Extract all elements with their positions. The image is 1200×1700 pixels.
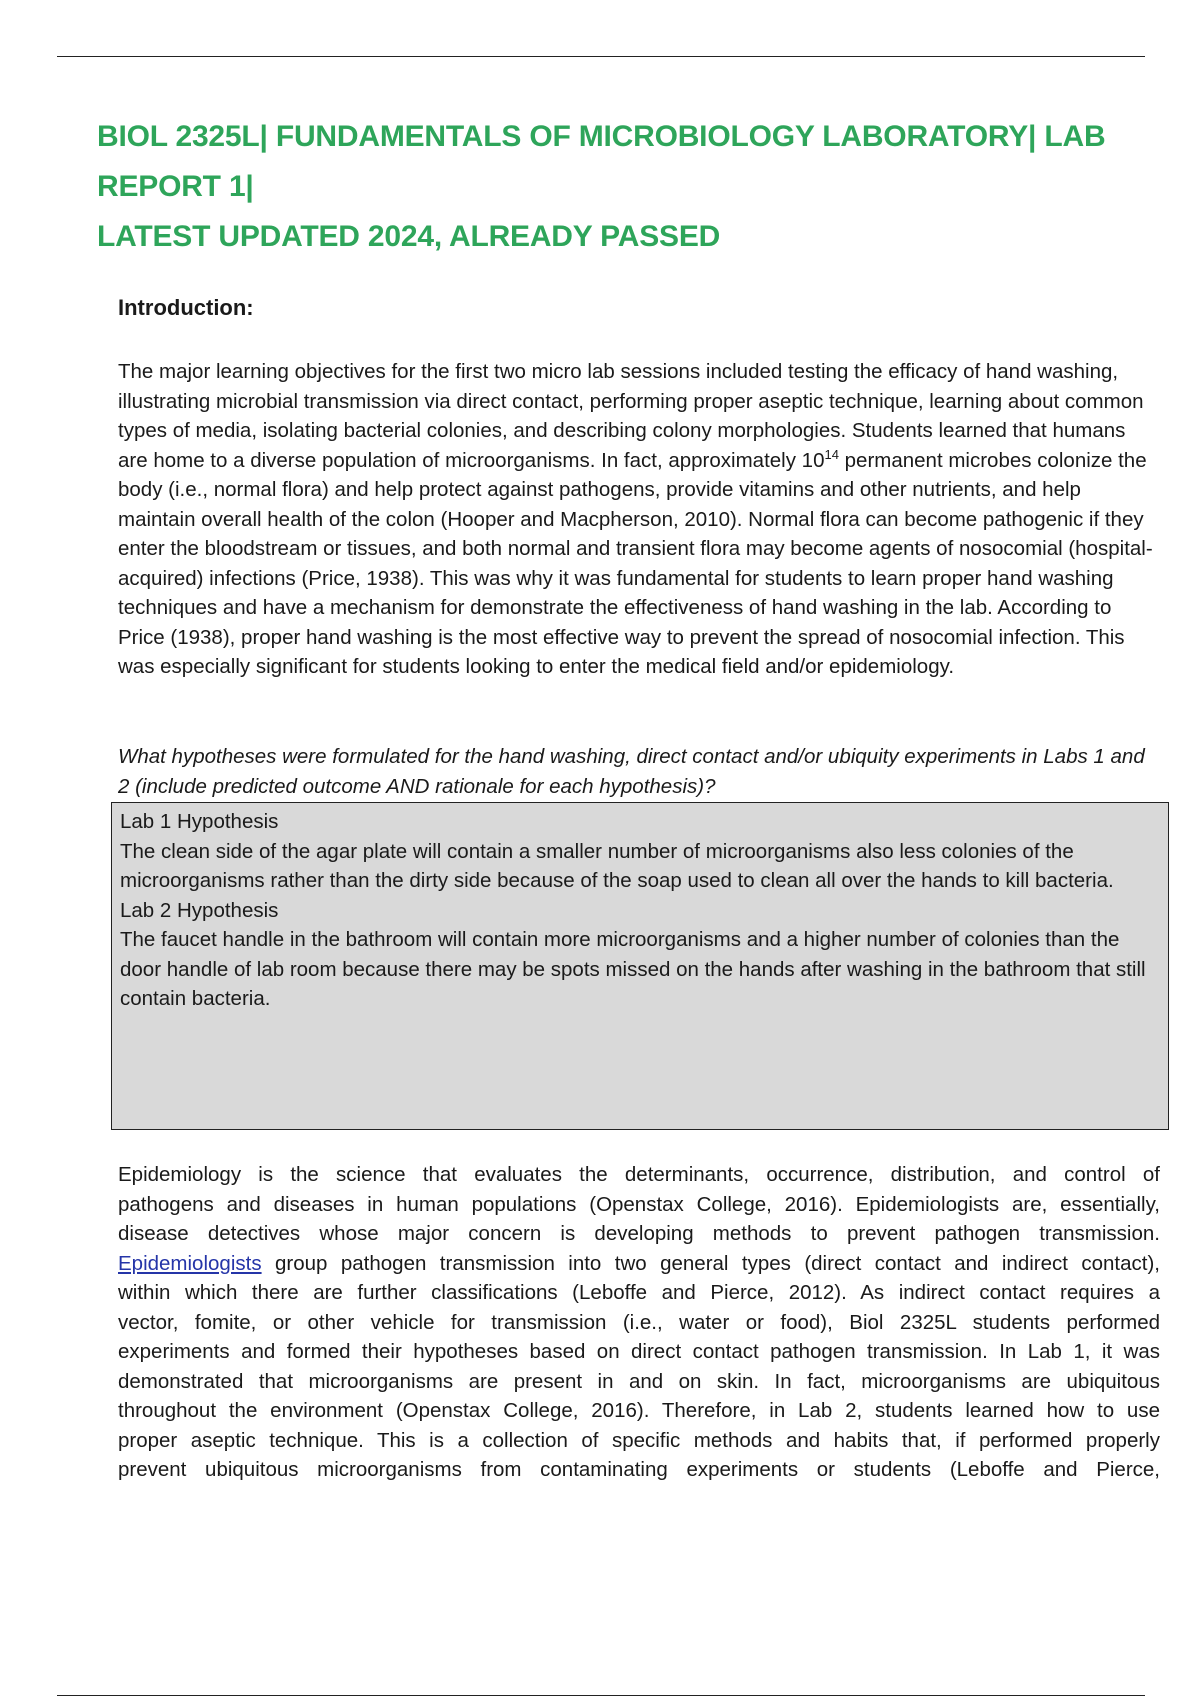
intro-text-part-2: permanent microbes colonize the body (i.e., normal flora) and help protect against pathogens, provide vitamins and other nutrients, and help maintain overall health of the colon (Hooper and Macpherson, 2010). Normal flora can become pathogenic if they enter the bloodstream or tissues, and both normal and transient flora may become agents of nosocomial (hospital-acquired) infections (Price, 1938). This was why it was fundamental for students to learn proper hand washing techniques and have a mechanism for demonstrate the effectiveness of hand washing in the lab. According to Price (1938), proper hand washing is the most effective way to prevent the spread of nosocomial infection. This was especially significant for students looking to enter the medical field and/or epidemiology. bbox=[118, 448, 1153, 678]
epi-line: within which there are further classifications (Leboffe and Pierce, 2012). As indirect contact requires a bbox=[118, 1281, 1160, 1304]
epi-line: demonstrated that microorganisms are present in and on skin. In fact, microorganisms are ubiquitous bbox=[118, 1369, 1160, 1393]
epidemiologists-link[interactable]: Epidemiologists bbox=[118, 1251, 262, 1275]
epi-line: pathogens and diseases in human populations (Openstax College, 2016). Epidemiologists are, essentially, bbox=[118, 1192, 1160, 1216]
epidemiology-paragraph bbox=[118, 1160, 1160, 1485]
title-line-2: REPORT 1| bbox=[97, 170, 254, 203]
title-line-1: BIOL 2325L| FUNDAMENTALS OF MICROBIOLOGY LABORATORY| LAB bbox=[97, 120, 1106, 153]
bottom-divider bbox=[57, 1695, 1145, 1696]
introduction-paragraph bbox=[118, 357, 1160, 682]
hypothesis-answer-box bbox=[111, 802, 1169, 1130]
introduction-heading: Introduction: bbox=[118, 295, 254, 320]
title-line-3: LATEST UPDATED 2024, ALREADY PASSED bbox=[97, 220, 721, 253]
exponent: 14 bbox=[824, 446, 839, 462]
epi-line: Epidemiology is the science that evaluates the determinants, occurrence, distribution, and control of bbox=[118, 1163, 1160, 1186]
epi-line: vector, fomite, or other vehicle for transmission (i.e., water or food), Biol 2325L students performed bbox=[118, 1310, 1160, 1334]
epi-line: throughout the environment (Openstax College, 2016). Therefore, in Lab 2, students learned how to use bbox=[118, 1399, 1160, 1422]
epi-line-4-rest: group pathogen transmission into two general types (direct contact and indirect contact), bbox=[261, 1251, 1160, 1275]
epi-line bbox=[118, 1249, 1160, 1279]
lab1-hypothesis-text: The clean side of the agar plate will contain a smaller number of microorganisms also less colonies of the microorganisms rather than the dirty side because of the soap used to clean all over the hands to kill bacteria. bbox=[120, 839, 1114, 892]
hypothesis-question: What hypotheses were formulated for the hand washing, direct contact and/or ubiquity experiments in Labs 1 and 2 (include predicted outcome AND rationale for each hypothesis)? bbox=[118, 745, 1145, 798]
lab2-hypothesis-text: The faucet handle in the bathroom will contain more microorganisms and a higher number of colonies than the door handle of lab room because there may be spots missed on the hands after washing in the bathroom that still contain bacteria. bbox=[120, 928, 1146, 1010]
epi-line: experiments and formed their hypotheses based on direct contact pathogen transmission. In Lab 1, it was bbox=[118, 1340, 1160, 1363]
epi-line: prevent ubiquitous microorganisms from contaminating experiments or students (Leboffe and Pierce, bbox=[118, 1458, 1160, 1481]
lab2-hypothesis-label: Lab 2 Hypothesis bbox=[120, 898, 279, 922]
lab1-hypothesis-label: Lab 1 Hypothesis bbox=[120, 810, 279, 833]
epi-line: proper aseptic technique. This is a collection of specific methods and habits that, if performed properly bbox=[118, 1428, 1160, 1452]
epi-line: disease detectives whose major concern is developing methods to prevent pathogen transmission. bbox=[118, 1222, 1160, 1245]
top-divider bbox=[57, 56, 1145, 57]
intro-text-part-1: The major learning objectives for the first two micro lab sessions included testing the efficacy of hand washing, illustrating microbial transmission via direct contact, performing proper aseptic technique, learning about common types of media, isolating bacterial colonies, and describing colony morphologies. Students learned that humans are home to a diverse population of microorganisms. In fact, approximately 10 bbox=[118, 360, 1144, 472]
document-title bbox=[97, 112, 1157, 262]
